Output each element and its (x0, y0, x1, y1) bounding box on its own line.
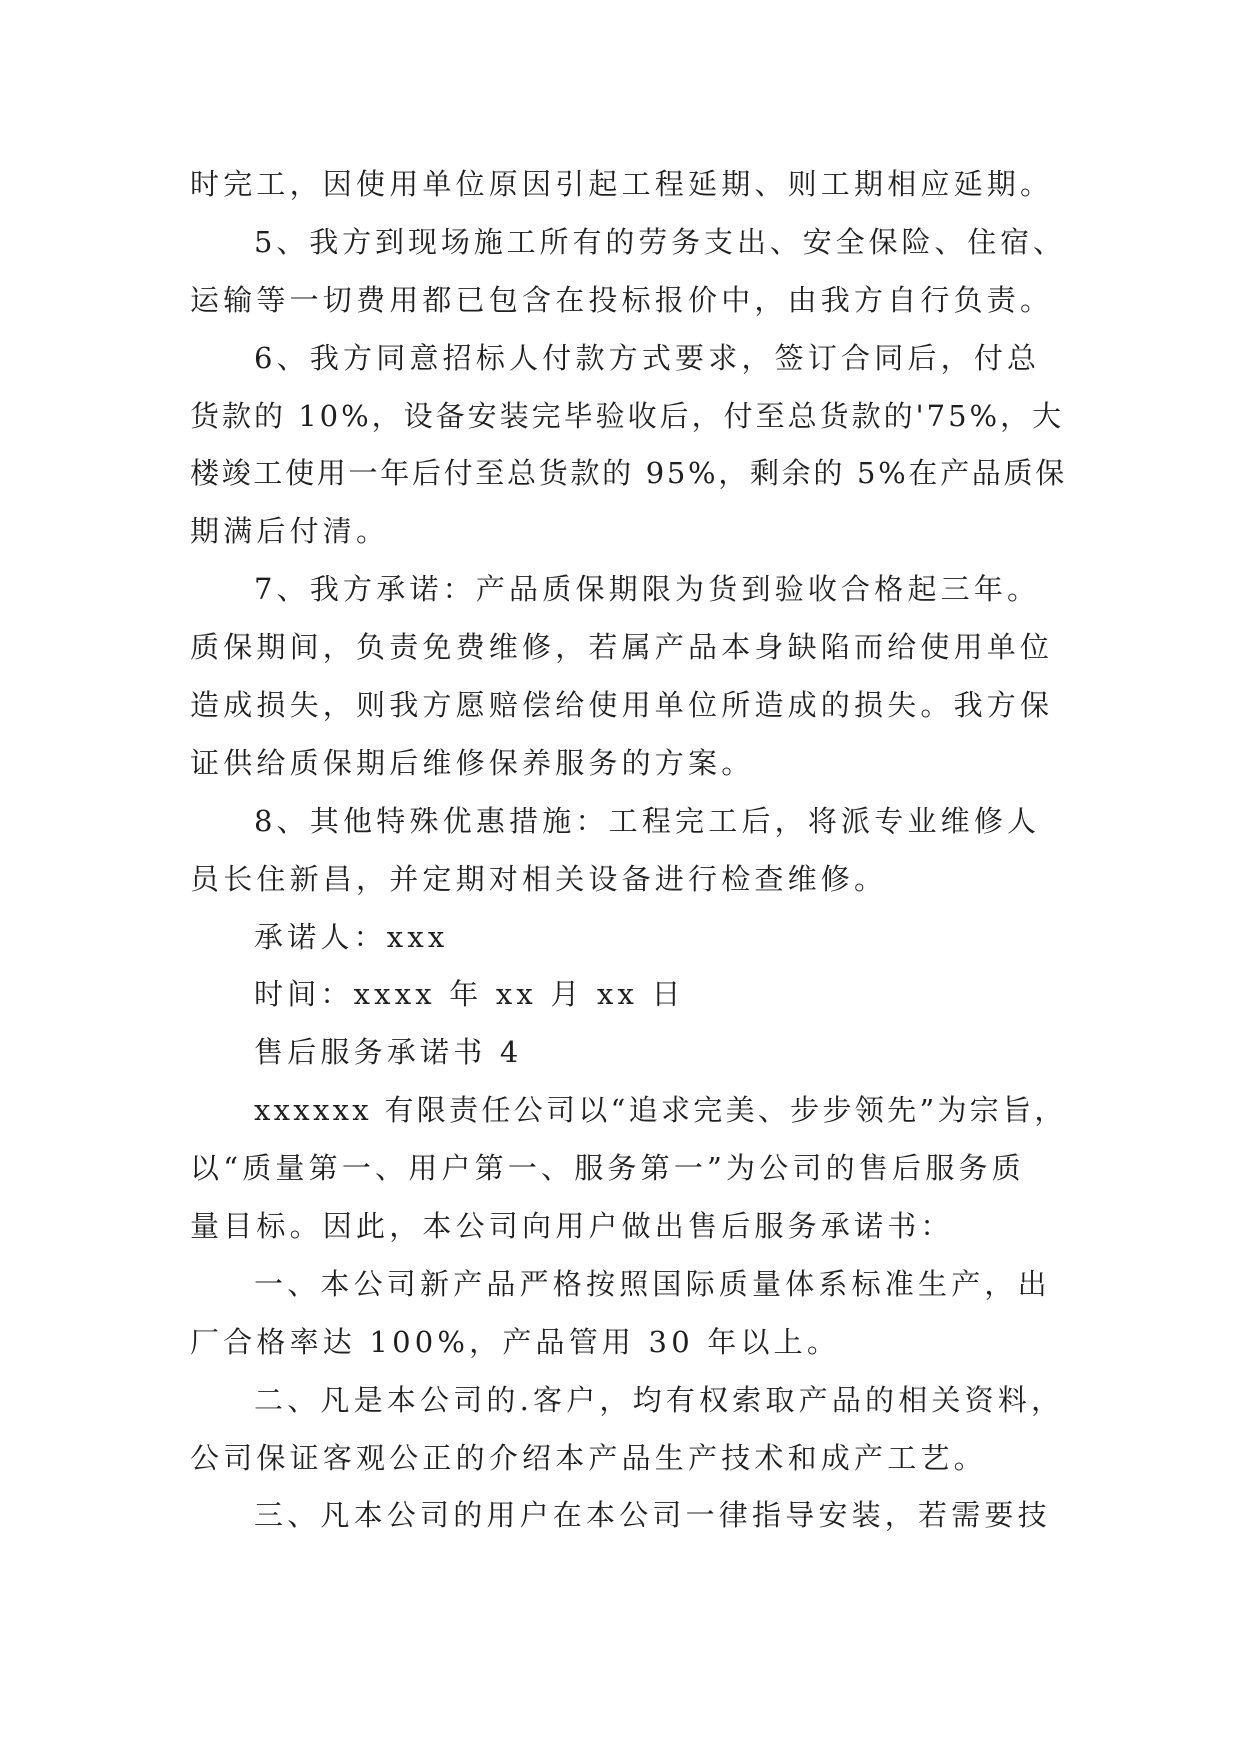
text-line: 时完工，因使用单位原因引起工程延期、则工期相应延期。 (190, 167, 1054, 201)
text-line: 员长住新昌，并定期对相关设备进行检查维修。 (190, 861, 888, 896)
text-line: 7、我方承诺：产品质保期限为货到验收合格起三年。 (254, 572, 1041, 607)
text-line: 质保期间，负责免费维修，若属产品本身缺陷而给使用单位 (190, 630, 1054, 665)
text-line: xxxxxx 有限责任公司以“追求完美、步步领先”为宗旨， (254, 1093, 1067, 1128)
text-line: 证供给质保期后维修保养服务的方案。 (190, 745, 755, 780)
text-line: 一、本公司新产品严格按照国际质量体系标准生产，出 (254, 1266, 1051, 1301)
text-line: 三、凡本公司的用户在本公司一律指导安装，若需要技 (254, 1498, 1051, 1533)
text-line: 二、凡是本公司的.客户，均有权索取产品的相关资料， (254, 1382, 1065, 1417)
text-line: 以“质量第一、用户第一、服务第一”为公司的售后服务质 (190, 1151, 1025, 1186)
text-line: 楼竣工使用一年后付至总货款的 95%，剩余的 5%在产品质保 (190, 456, 1067, 491)
text-line: 公司保证客观公正的介绍本产品生产技术和成产工艺。 (190, 1440, 987, 1475)
text-line: 期满后付清。 (190, 514, 390, 549)
date-line: 时间：xxxx 年 xx 月 xx 日 (254, 977, 685, 1012)
text-line: 厂合格率达 100%，产品管用 30 年以上。 (190, 1324, 841, 1359)
section-heading: 售后服务承诺书 4 (254, 1035, 523, 1070)
text-line: 5、我方到现场施工所有的劳务支出、安全保险、住宿、 (254, 224, 1066, 259)
document-body (190, 156, 1070, 1545)
text-line: 造成损失，则我方愿赔偿给使用单位所造成的损失。我方保 (190, 688, 1054, 723)
text-line: 运输等一切费用都已包含在投标报价中，由我方自行负责。 (190, 282, 1054, 317)
text-line: 6、我方同意招标人付款方式要求，签订合同后，付总 (254, 340, 1041, 375)
text-line: 货款的 10%，设备安装完毕验收后，付至总货款的'75%，大 (190, 398, 1065, 433)
text-line: 8、其他特殊优惠措施：工程完工后，将派专业维修人 (254, 803, 1041, 838)
text-line: 量目标。因此，本公司向用户做出售后服务承诺书： (190, 1209, 954, 1244)
signatory-line: 承诺人：xxx (254, 919, 449, 954)
